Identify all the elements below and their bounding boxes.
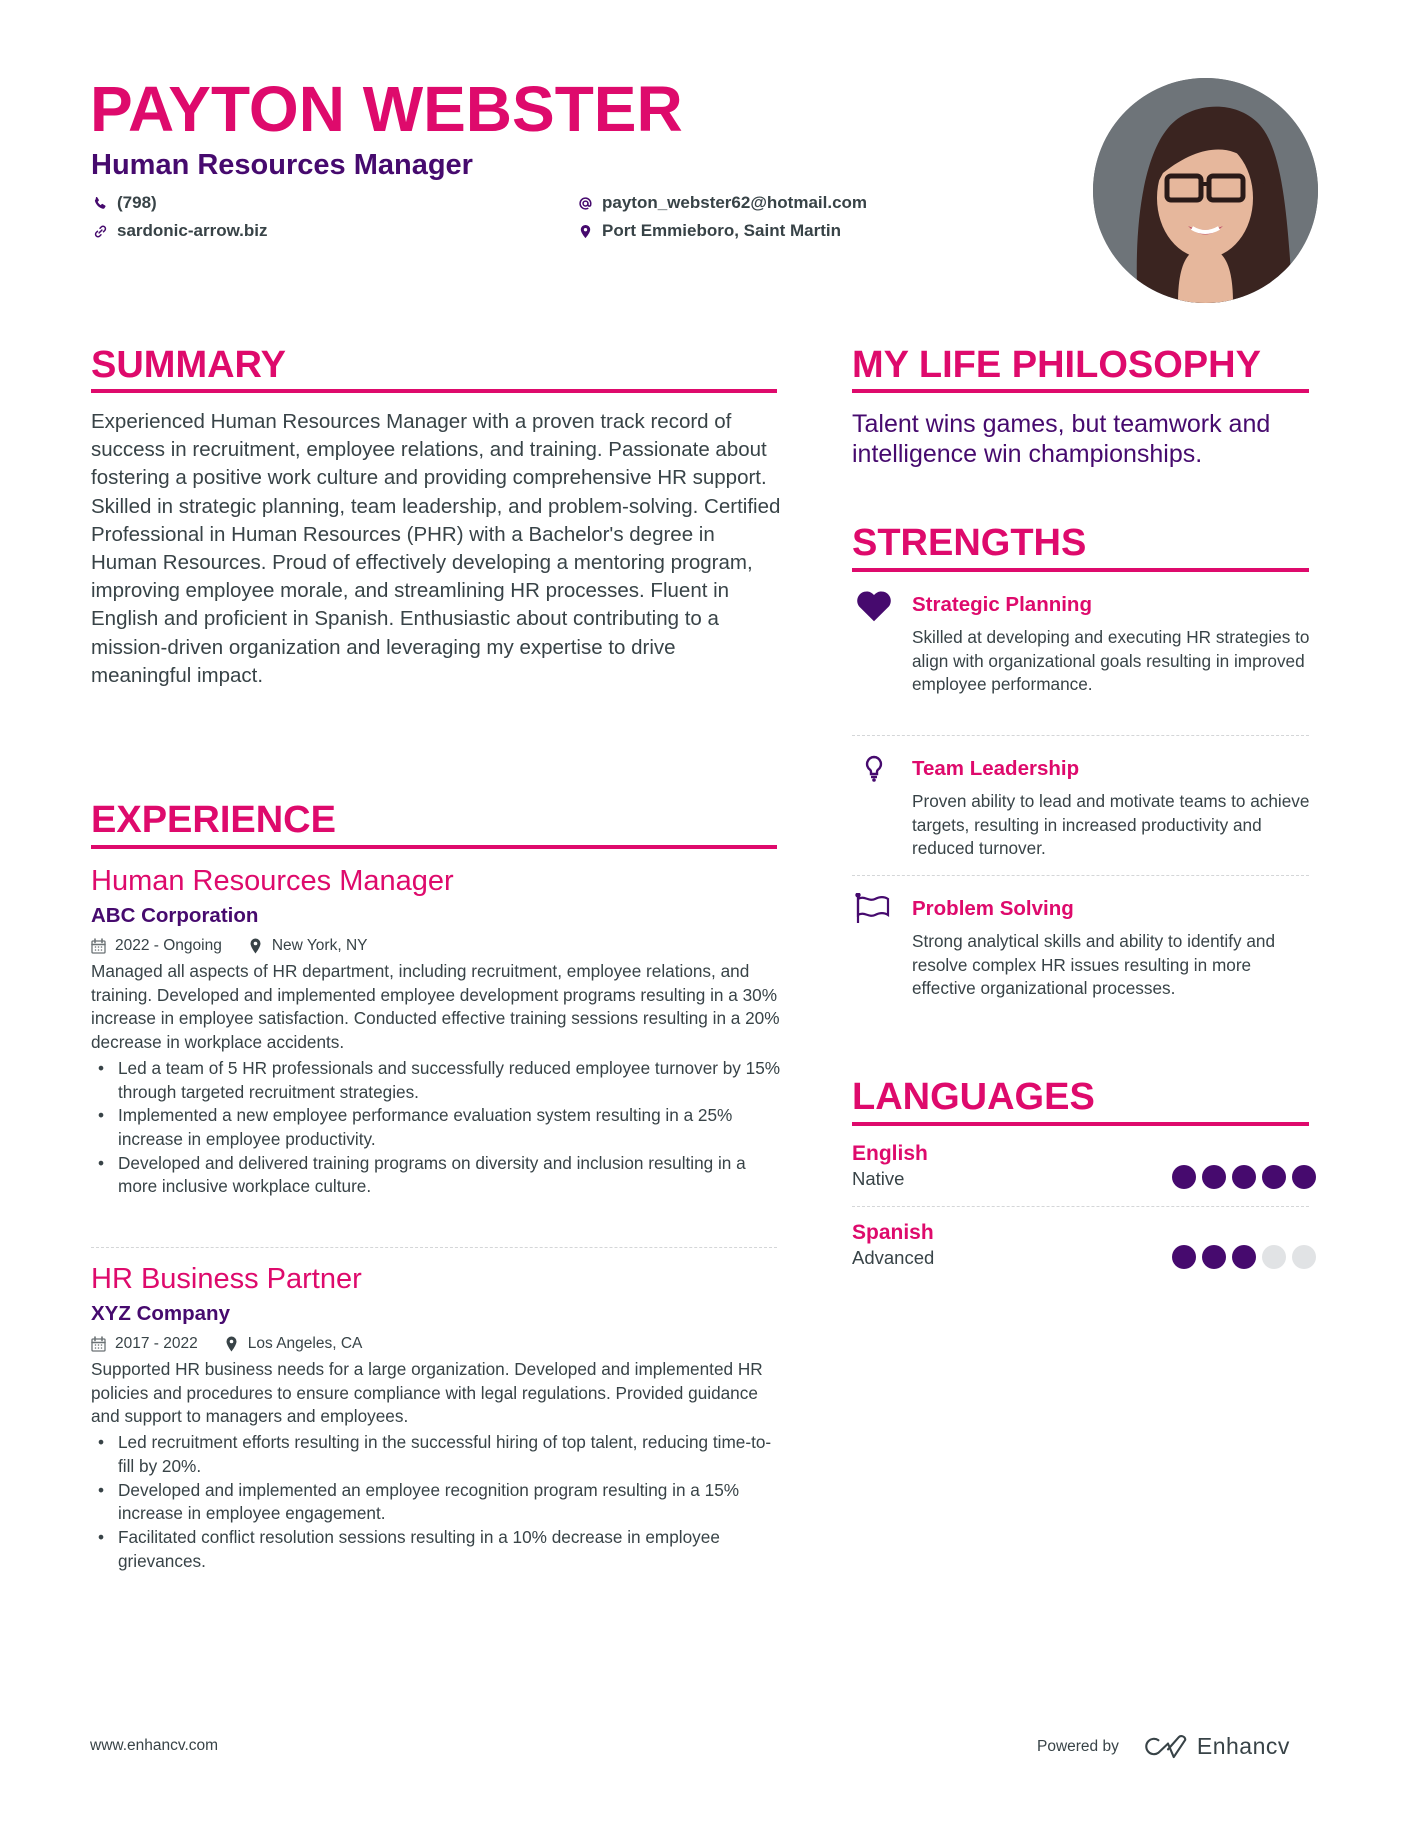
summary-text: Experienced Human Resources Manager with a proven track record of success in recruitment, employee relations, and training. Passionate about fostering a positive work culture and providing comprehensive HR support. Skilled in strategic planning, team leadership, and problem-solving. Certified Professional in Human Resources (PHR) with a Bachelor's degree in Human Resources. Proud of effectively developing a mentoring program, improving employee morale, and streamlining HR processes. Fluent in English and proficient in Spanish. Enthusiastic about contributing to a mission-driven organization and leveraging my expertise to drive meaningful impact.: [91, 410, 781, 687]
job-dates: 2022 - Ongoing: [115, 937, 222, 954]
contact-website[interactable]: [91, 220, 268, 242]
experience-heading: EXPERIENCE: [91, 799, 336, 841]
flag-icon: [854, 892, 894, 926]
experience-divider: [91, 845, 777, 849]
job-dates: 2017 - 2022: [115, 1335, 198, 1352]
enhancv-brand: Enhancv: [1196, 1733, 1290, 1759]
lightbulb-icon: [854, 752, 894, 786]
at-icon: [576, 194, 594, 212]
profile-photo: [1093, 78, 1318, 303]
rating-dot-filled: [1292, 1165, 1316, 1189]
experience-entry: [91, 1262, 781, 1573]
entry-separator: [91, 1247, 777, 1248]
strength-item: [912, 896, 1317, 1001]
phone-text: (798): [117, 193, 157, 212]
calendar-icon: [91, 1336, 106, 1352]
language-name: English: [852, 1142, 928, 1165]
enhancv-logo-icon: [1145, 1734, 1191, 1759]
job-bullet: • Facilitated conflict resolution sessions resulting in a 10% decrease in employee grievances.: [91, 1526, 781, 1573]
portrait-illustration: [1093, 78, 1318, 303]
language-name: Spanish: [852, 1221, 934, 1244]
link-icon: [91, 222, 109, 240]
job-bullet: • Developed and implemented an employee recognition program resulting in a 15% increase in employee engagement.: [91, 1479, 781, 1526]
contact-email[interactable]: [576, 192, 867, 214]
experience-entry: [91, 864, 781, 1199]
strength-item: [912, 592, 1317, 697]
rating-dot-filled: [1232, 1165, 1256, 1189]
philosophy-quote: Talent wins games, but teamwork and intelligence win championships.: [852, 410, 1271, 468]
job-bullet: • Developed and delivered training programs on diversity and inclusion resulting in a more inclusive workplace culture.: [91, 1152, 781, 1199]
language-level: Native: [852, 1168, 905, 1189]
summary-heading: SUMMARY: [91, 344, 286, 386]
strengths-divider: [852, 568, 1309, 572]
phone-icon: [91, 194, 109, 212]
language-rating: [1172, 1245, 1316, 1269]
contact-location: [576, 220, 841, 242]
candidate-name: PAYTON WEBSTER: [90, 73, 683, 145]
language-item: [852, 1220, 934, 1270]
calendar-icon: [91, 938, 106, 954]
strength-item: [912, 756, 1317, 861]
job-bullet: • Implemented a new employee performance evaluation system resulting in a 25% increase in employee productivity.: [91, 1104, 781, 1151]
rating-dot-filled: [1202, 1165, 1226, 1189]
summary-divider: [91, 389, 777, 393]
job-bullets: [91, 1431, 781, 1573]
languages-divider: [852, 1122, 1309, 1126]
job-bullet: • Led a team of 5 HR professionals and successfully reduced employee turnover by 15% through targeted recruitment strategies.: [91, 1057, 781, 1104]
job-bullets: [91, 1057, 781, 1199]
languages-heading: LANGUAGES: [852, 1076, 1095, 1118]
job-title: HR Business Partner: [91, 1263, 362, 1295]
job-title: Human Resources Manager: [91, 865, 454, 897]
language-item: [852, 1141, 928, 1191]
rating-dot-filled: [1172, 1165, 1196, 1189]
website-link[interactable]: sardonic-arrow.biz: [117, 221, 268, 240]
strength-description: Skilled at developing and executing HR strategies to align with organizational goals resulting in improved employee performance.: [912, 627, 1310, 695]
strength-title: Team Leadership: [912, 757, 1080, 780]
strengths-heading: STRENGTHS: [852, 522, 1087, 564]
email-link[interactable]: payton_webster62@hotmail.com: [602, 193, 868, 212]
powered-by[interactable]: [1037, 1733, 1290, 1760]
language-separator: [852, 1206, 1309, 1207]
rating-dot-filled: [1202, 1245, 1226, 1269]
job-location: New York, NY: [271, 937, 368, 954]
language-level: Advanced: [852, 1247, 935, 1268]
footer-website-link[interactable]: www.enhancv.com: [90, 1737, 219, 1754]
company-name: XYZ Company: [91, 1302, 230, 1325]
job-meta: [91, 936, 781, 956]
location-text: Port Emmieboro, Saint Martin: [602, 221, 841, 240]
rating-dot-filled: [1262, 1165, 1286, 1189]
map-pin-icon: [576, 222, 594, 240]
company-name: ABC Corporation: [91, 904, 259, 927]
job-description: Supported HR business needs for a large organization. Developed and implemented HR policies and procedures to ensure compliance with legal regulations. Provided guidance and support to managers and employees.: [91, 1359, 763, 1427]
map-pin-icon: [224, 1336, 239, 1352]
job-bullet: • Led recruitment efforts resulting in the successful hiring of top talent, reducing time-to-fill by 20%.: [91, 1431, 781, 1478]
job-meta: [91, 1334, 781, 1354]
heart-icon: [854, 588, 894, 622]
candidate-title: Human Resources Manager: [91, 149, 473, 181]
language-rating: [1172, 1165, 1316, 1189]
job-description: Managed all aspects of HR department, including recruitment, employee relations, and training. Developed and implemented employee development programs resulting in a 30% increase in employee satisfaction. Conducted effective training sessions resulting in a 20% decrease in workplace accidents.: [91, 961, 780, 1053]
strength-separator: [852, 735, 1309, 736]
strength-description: Strong analytical skills and ability to identify and resolve complex HR issues resulting in more effective organizational processes.: [912, 931, 1276, 999]
strength-title: Strategic Planning: [912, 593, 1092, 616]
strength-description: Proven ability to lead and motivate teams to achieve targets, resulting in increased productivity and reduced turnover.: [912, 791, 1310, 859]
job-location: Los Angeles, CA: [247, 1335, 363, 1352]
map-pin-icon: [248, 938, 263, 954]
rating-dot-filled: [1172, 1245, 1196, 1269]
philosophy-divider: [852, 389, 1309, 393]
strength-separator: [852, 875, 1309, 876]
rating-dot-filled: [1232, 1245, 1256, 1269]
strength-title: Problem Solving: [912, 897, 1074, 920]
rating-dot-empty: [1262, 1245, 1286, 1269]
philosophy-heading: MY LIFE PHILOSOPHY: [852, 344, 1261, 386]
powered-by-label: Powered by: [1037, 1737, 1119, 1755]
rating-dot-empty: [1292, 1245, 1316, 1269]
contact-phone: [91, 192, 157, 214]
